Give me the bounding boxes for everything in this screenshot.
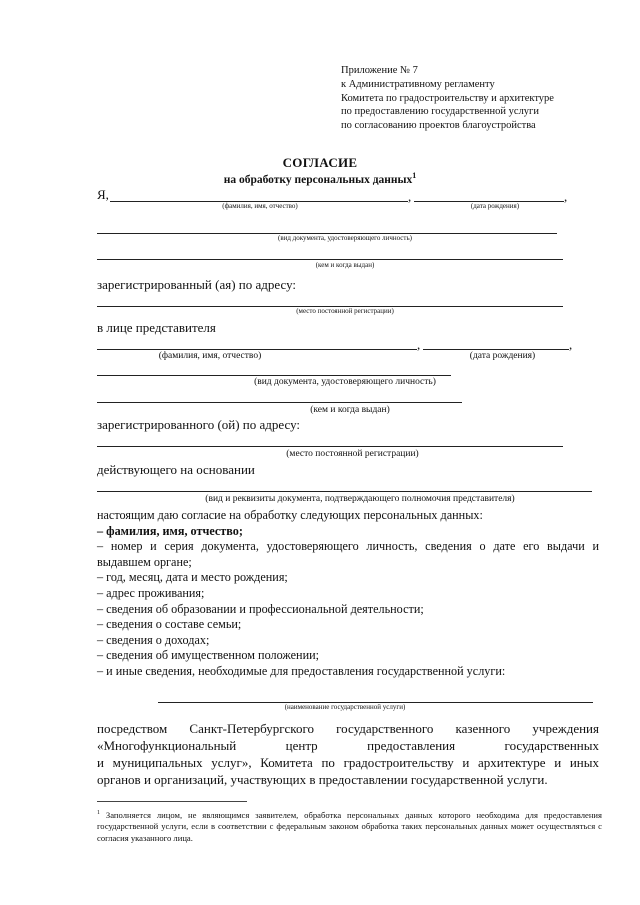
basis-field-line[interactable] — [97, 491, 592, 492]
caption-dob: (дата рождения) — [470, 202, 520, 210]
bottom-paragraph — [97, 720, 599, 788]
list-item: – сведения об образовании и профессиональной деятельности; — [97, 601, 424, 616]
caption-rep-document: (вид документа, удостоверяющего личность) — [254, 377, 436, 387]
caption-rep-fio: (фамилия, имя, отчество) — [158, 351, 262, 361]
caption-fio: (фамилия, имя, отчество) — [222, 202, 298, 210]
list-item: – адрес проживания; — [97, 585, 205, 600]
consent-list — [97, 508, 599, 680]
registered-label: зарегистрированный (ая) по адресу: — [97, 277, 297, 292]
header-line: по предоставлению государственной услуги — [341, 106, 539, 118]
appendix-header — [341, 64, 554, 133]
header-line: к Административному регламенту — [341, 78, 495, 90]
header-line: по согласованию проектов благоустройства — [341, 120, 536, 132]
caption-rep-dob: (дата рождения) — [469, 351, 536, 361]
paragraph-line: и муниципальных услуг», Комитета по градостроительству и архитектуре и иных — [97, 755, 599, 770]
registered2-label: зарегистрированного (ой) по адресу: — [97, 417, 301, 432]
basis-label: действующего на основании — [97, 462, 255, 477]
rep-issued-field-line[interactable] — [97, 402, 462, 403]
comma: , — [569, 337, 573, 352]
rep-dob-field-line[interactable] — [423, 349, 569, 350]
caption-service: (наименование государственной услуги) — [284, 703, 406, 711]
caption-rep-issued: (кем и когда выдан) — [310, 405, 390, 415]
document-subtitle — [0, 171, 640, 186]
list-item: – сведения о доходах; — [97, 632, 210, 647]
ya-label: Я, — [97, 187, 109, 202]
comma: , — [564, 189, 568, 204]
caption-document: (вид документа, удостоверяющего личность) — [277, 234, 412, 242]
comma: , — [408, 189, 412, 204]
header-line: Приложение № 7 — [341, 65, 418, 76]
list-item: – фамилия, имя, отчество; — [97, 523, 243, 538]
caption-rep-address: (место постоянной регистрации) — [286, 449, 419, 459]
rep-address-field-line[interactable] — [97, 446, 563, 447]
list-item: – и иные сведения, необходимые для предоставления государственной услуги: — [97, 663, 506, 678]
list-item: – номер и серия документа, удостоверяющего личность, сведения о дате его выдачи и выдавшем органе; — [97, 539, 599, 569]
header-line: Комитета по градостроительству и архитектуре — [341, 92, 554, 104]
comma: , — [417, 337, 421, 352]
document-title: СОГЛАСИЕ — [282, 155, 358, 170]
footnote-ref: 1 — [412, 171, 417, 180]
paragraph-line: посредством Санкт-Петербургского государственного казенного учреждения — [97, 721, 599, 736]
list-item: – год, месяц, дата и место рождения; — [97, 570, 288, 585]
caption-basis: (вид и реквизиты документа, подтверждающего полномочия представителя) — [205, 494, 515, 504]
paragraph-line: «Многофункциональный центр предоставления государственных — [97, 738, 599, 753]
consent-intro: настоящим даю согласие на обработку следующих персональных данных: — [97, 508, 483, 522]
list-item: – сведения о составе семьи; — [97, 617, 242, 632]
footnote-mark: 1 — [97, 810, 100, 816]
issued-field-line[interactable] — [97, 259, 563, 260]
footnote-separator — [97, 801, 247, 802]
caption-issued: (кем и когда выдан) — [315, 261, 375, 269]
paragraph-line: органов и организаций, участвующих в предоставлении государственной услуги. — [97, 772, 548, 787]
representative-label: в лице представителя — [97, 320, 216, 335]
caption-address: (место постоянной регистрации) — [296, 307, 394, 315]
footnote — [97, 808, 602, 844]
rep-fio-field-line[interactable] — [97, 349, 417, 350]
footnote-text: Заполняется лицом, не являющимся заявителем, обработка персональных данных которого необходима для предоставления государственной услуги, если в соответствии с федеральным законом обработка таких персональных данных может осуществляться с согласия указанного лица. — [97, 809, 602, 843]
subtitle-text: на обработку персональных данных — [223, 173, 413, 186]
rep-document-field-line[interactable] — [97, 375, 451, 376]
list-item: – сведения об имущественном положении; — [97, 648, 319, 663]
